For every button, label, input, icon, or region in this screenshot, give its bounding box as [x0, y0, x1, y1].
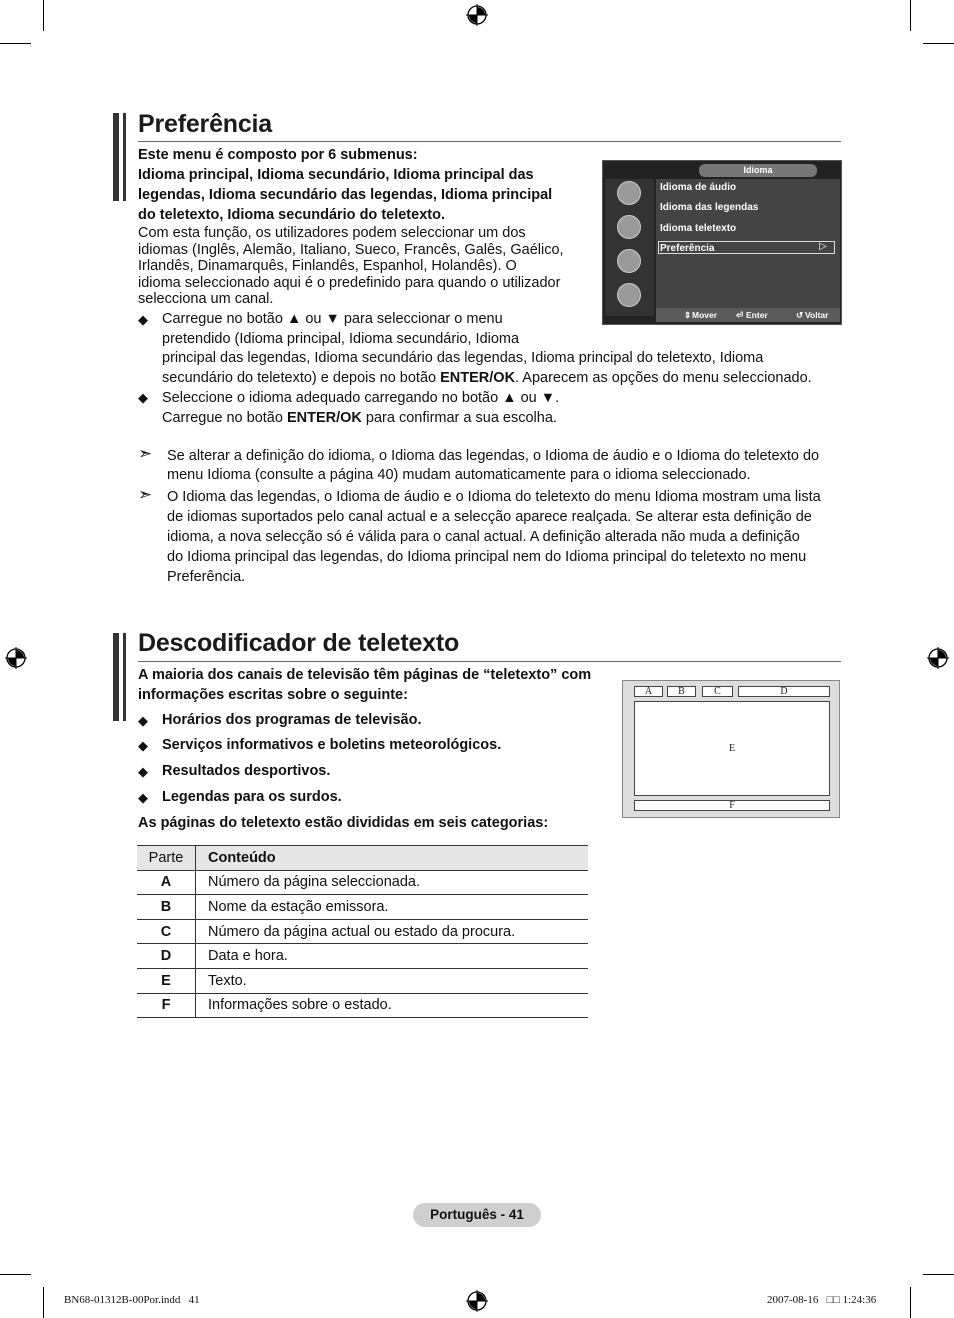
section-marker — [123, 113, 126, 201]
bullet-text: para confirmar a sua escolha. — [361, 410, 557, 426]
bullet-line: Legendas para os surdos. — [162, 789, 342, 805]
registration-mark-icon — [465, 1289, 489, 1313]
arrow-right-icon: ▷ — [819, 241, 827, 252]
section-title: Descodificador de teletexto — [138, 629, 460, 657]
bullet-diamond-icon: ◆ — [138, 312, 148, 327]
registration-mark-icon — [926, 646, 950, 670]
setup-gear-icon — [617, 249, 641, 273]
key-label: ENTER/OK — [440, 370, 516, 386]
teletext-box-c: C — [702, 686, 733, 697]
osd-item: Idioma teletexto — [660, 223, 737, 234]
registration-mark-icon — [465, 3, 489, 27]
bullet-diamond-icon: ◆ — [138, 764, 148, 779]
bullet-diamond-icon: ◆ — [138, 713, 148, 728]
sound-icon — [617, 215, 641, 239]
table-cell: C — [137, 919, 196, 944]
bullet-line: Serviços informativos e boletins meteorológicos. — [162, 737, 502, 753]
table-cell: Número da página seleccionada. — [196, 870, 589, 895]
intro-text: A maioria dos canais de televisão têm páginas de “teletexto” com — [138, 667, 592, 683]
input-icon — [617, 283, 641, 307]
body-line: selecciona um canal. — [138, 291, 274, 307]
bullet-text: . Aparecem as opções do menu seleccionado. — [515, 370, 812, 386]
table-cell: B — [137, 895, 196, 920]
crop-mark — [910, 1287, 911, 1318]
table-cell: Informações sobre o estado. — [196, 993, 589, 1018]
bullet-line: Resultados desportivos. — [162, 763, 331, 779]
teletext-box-d: D — [738, 686, 830, 697]
section-rule — [138, 141, 841, 142]
print-footer-right: 2007-08-16 □□ 1:24:36 — [767, 1294, 877, 1306]
bullet-line: pretendido (Idioma principal, Idioma secundário, Idioma — [162, 331, 520, 347]
submenus-line: legendas, Idioma secundário das legendas, Idioma principal — [138, 187, 553, 203]
body-line: idioma seleccionado aqui é o predefinido para quando o utilizador — [138, 275, 561, 291]
osd-footer-label: Enter — [746, 310, 768, 320]
registration-mark-icon — [4, 646, 28, 670]
bullet-line: Horários dos programas de televisão. — [162, 712, 422, 728]
bullet-text: Carregue no botão — [162, 410, 287, 426]
key-label: ENTER/OK — [286, 410, 362, 426]
body-line: Irlandês, Dinamarquês, Finlandês, Espanhol, Holandês). O — [138, 258, 517, 274]
osd-footer-label: Mover — [692, 310, 718, 320]
updown-icon: ⇕ — [684, 310, 692, 320]
table-cell: Nome da estação emissora. — [196, 895, 589, 920]
table-row — [137, 919, 588, 944]
table-cell: Texto. — [196, 968, 589, 993]
table-cell: D — [137, 944, 196, 969]
bullet-diamond-icon: ◆ — [138, 390, 148, 405]
section-marker — [113, 113, 119, 201]
body-line: idiomas (Inglês, Alemão, Italiano, Sueco, Francês, Galês, Gaélico, — [138, 242, 564, 258]
categories-text: As páginas do teletexto estão divididas em seis categorias: — [138, 815, 549, 831]
picture-icon — [617, 181, 641, 205]
print-footer-left: BN68-01312B-00Por.indd 41 — [64, 1294, 200, 1306]
teletext-box-e: E — [634, 701, 830, 796]
table-row — [137, 870, 588, 895]
note-line: Se alterar a definição do idioma, o Idioma das legendas, o Idioma de áudio e o Idioma do teletexto do — [167, 448, 820, 464]
section-marker — [123, 633, 126, 721]
teletext-parts-table — [137, 845, 588, 1018]
bullet-diamond-icon: ◆ — [138, 790, 148, 805]
table-row — [137, 993, 588, 1018]
osd-footer-label: Voltar — [805, 310, 829, 320]
table-row — [137, 944, 588, 969]
section-marker — [113, 633, 119, 721]
table-cell: E — [137, 968, 196, 993]
osd-menu-screenshot — [602, 160, 842, 325]
table-cell: F — [137, 993, 196, 1018]
bullet-line — [162, 369, 812, 389]
note-line: do Idioma principal das legendas, do Idioma principal nem do Idioma principal do teletexto no menu — [167, 549, 807, 565]
crop-mark — [910, 0, 911, 31]
submenus-line: Idioma principal, Idioma secundário, Idioma principal das — [138, 167, 534, 183]
table-header: Conteúdo — [196, 846, 589, 871]
teletext-diagram — [622, 680, 840, 818]
return-icon: ↺ — [796, 310, 804, 320]
osd-item: Idioma de áudio — [660, 182, 737, 193]
table-header-row — [137, 846, 588, 871]
section-rule — [138, 661, 841, 662]
note-line: de idiomas suportados pelo canal actual e a selecção aparece realçada. Se alterar esta definição de — [167, 509, 812, 525]
note-line: Preferência. — [167, 569, 246, 585]
section-title: Preferência — [138, 110, 272, 138]
bullet-line: Carregue no botão ▲ ou ▼ para seleccionar o menu — [162, 311, 503, 327]
note-line: idioma, a nova selecção só é válida para o canal actual. A definição alterada não muda a definição — [167, 529, 800, 545]
table-header: Parte — [137, 846, 196, 871]
submenus-line: do teletexto, Idioma secundário do teletexto. — [138, 207, 445, 223]
crop-mark — [43, 1287, 44, 1318]
bullet-diamond-icon: ◆ — [138, 738, 148, 753]
enter-icon: ⏎ — [736, 310, 744, 320]
crop-mark — [923, 43, 954, 44]
teletext-box-a: A — [634, 686, 663, 697]
intro-text: informações escritas sobre o seguinte: — [138, 687, 408, 703]
osd-item: Idioma das legendas — [660, 202, 759, 213]
table-cell: A — [137, 870, 196, 895]
table-row — [137, 895, 588, 920]
crop-mark — [923, 1274, 954, 1275]
bullet-line: Seleccione o idioma adequado carregando no botão ▲ ou ▼. — [162, 390, 560, 406]
note-arrow-icon: ➣ — [138, 485, 153, 504]
note-line: menu Idioma (consulte a página 40) mudam automaticamente para o idioma seleccionado. — [167, 467, 751, 483]
osd-sidebar — [605, 179, 654, 316]
crop-mark — [0, 1274, 31, 1275]
table-cell: Número da página actual ou estado da procura. — [196, 919, 589, 944]
note-arrow-icon: ➣ — [138, 444, 153, 463]
note-line: O Idioma das legendas, o Idioma de áudio e o Idioma do teletexto do menu Idioma mostram uma lista — [167, 489, 821, 505]
intro-text: Este menu é composto por 6 submenus: — [138, 147, 418, 163]
bullet-line — [162, 409, 557, 429]
crop-mark — [0, 43, 31, 44]
bullet-line: principal das legendas, Idioma secundário das legendas, Idioma principal do teletexto, Idioma — [162, 350, 764, 366]
page-number-label: Português - 41 — [413, 1203, 541, 1227]
osd-footer — [656, 308, 840, 322]
teletext-box-f: F — [634, 800, 830, 811]
teletext-box-b: B — [667, 686, 696, 697]
crop-mark — [43, 0, 44, 31]
body-line: Com esta função, os utilizadores podem seleccionar um dos — [138, 225, 526, 241]
bullet-text: secundário do teletexto) e depois no botão — [162, 370, 441, 386]
osd-main-panel — [656, 179, 840, 316]
table-cell: Data e hora. — [196, 944, 589, 969]
osd-item-selected: Preferência — [660, 243, 715, 254]
table-row — [137, 968, 588, 993]
osd-title: Idioma — [699, 164, 817, 177]
